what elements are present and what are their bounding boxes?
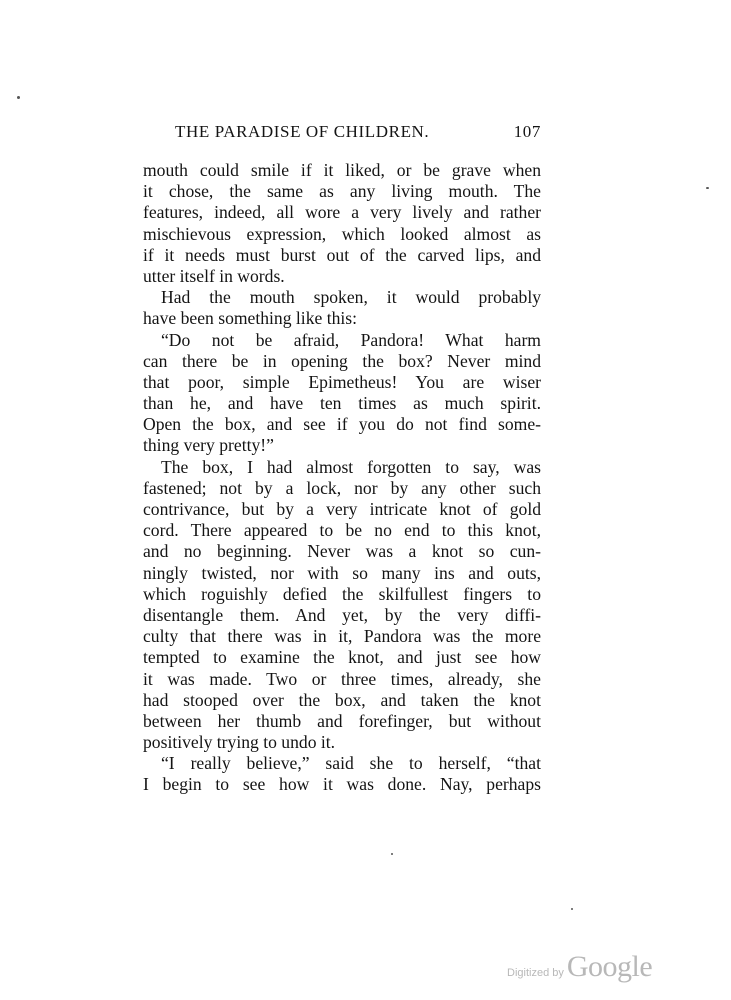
text-line: have been something like this: (143, 308, 358, 329)
text-line: thing very pretty!” (143, 435, 274, 456)
text-line: contrivance, but by a very intricate knot of gold (143, 499, 541, 519)
scan-speck (391, 853, 393, 855)
text-line: than he, and have ten times as much spirit. (143, 393, 541, 414)
text-line: mischievous expression, which looked almost as (143, 223, 541, 244)
text-line: Had the mouth spoken, it would probably (161, 287, 541, 308)
text-line: I begin to see how it was done. Nay, perhaps (143, 774, 541, 795)
text-line: Open the box, and see if you do not find some- (143, 414, 541, 435)
scan-speck (571, 908, 573, 910)
text-line: it chose, the same as any living mouth. The (143, 181, 541, 202)
text-line: which roguishly defied the skilfullest fingers to (143, 583, 541, 604)
running-title: THE PARADISE OF CHILDREN. (175, 122, 430, 141)
text-line: disentangle them. And yet, by the very diffi- (143, 604, 541, 625)
digitized-by-google-watermark (507, 950, 652, 990)
text-line: that poor, simple Epimetheus! You are wiser (143, 371, 541, 392)
text-line: The box, I had almost forgotten to say, was (161, 456, 541, 477)
text-line: positively trying to undo it. (143, 732, 336, 753)
text-line: can there be in opening the box? Never mind (143, 350, 541, 371)
text-line: utter itself in words. (143, 265, 285, 286)
google-logo: Google (566, 950, 653, 983)
text-line: had stooped over the box, and taken the knot (143, 689, 541, 710)
text-line: “I really believe,” said she to herself, “that (161, 753, 541, 774)
body-text (143, 160, 541, 796)
page-number: 107 (513, 122, 541, 141)
text-line: and no beginning. Never was a knot so cun- (143, 541, 541, 562)
text-line: tempted to examine the knot, and just see how (143, 647, 541, 668)
text-line: cord. There appeared to be no end to this knot, (143, 520, 541, 541)
text-line: fastened; not by a lock, nor by any other such (143, 477, 541, 498)
watermark-prefix: Digitized by (507, 967, 564, 979)
text-line: features, indeed, all wore a very lively and rather (143, 202, 541, 223)
text-line: culty that there was in it, Pandora was the more (143, 626, 541, 647)
text-line: it was made. Two or three times, already, she (143, 668, 541, 689)
scan-speck (706, 187, 709, 189)
text-line: mouth could smile if it liked, or be grave when (143, 160, 541, 180)
text-line: “Do not be afraid, Pandora! What harm (161, 329, 541, 350)
running-header (175, 122, 541, 146)
text-line: between her thumb and forefinger, but without (143, 710, 541, 731)
text-line: if it needs must burst out of the carved lips, and (143, 244, 541, 265)
scan-speck (17, 96, 20, 99)
text-line: ningly twisted, nor with so many ins and outs, (143, 562, 541, 583)
